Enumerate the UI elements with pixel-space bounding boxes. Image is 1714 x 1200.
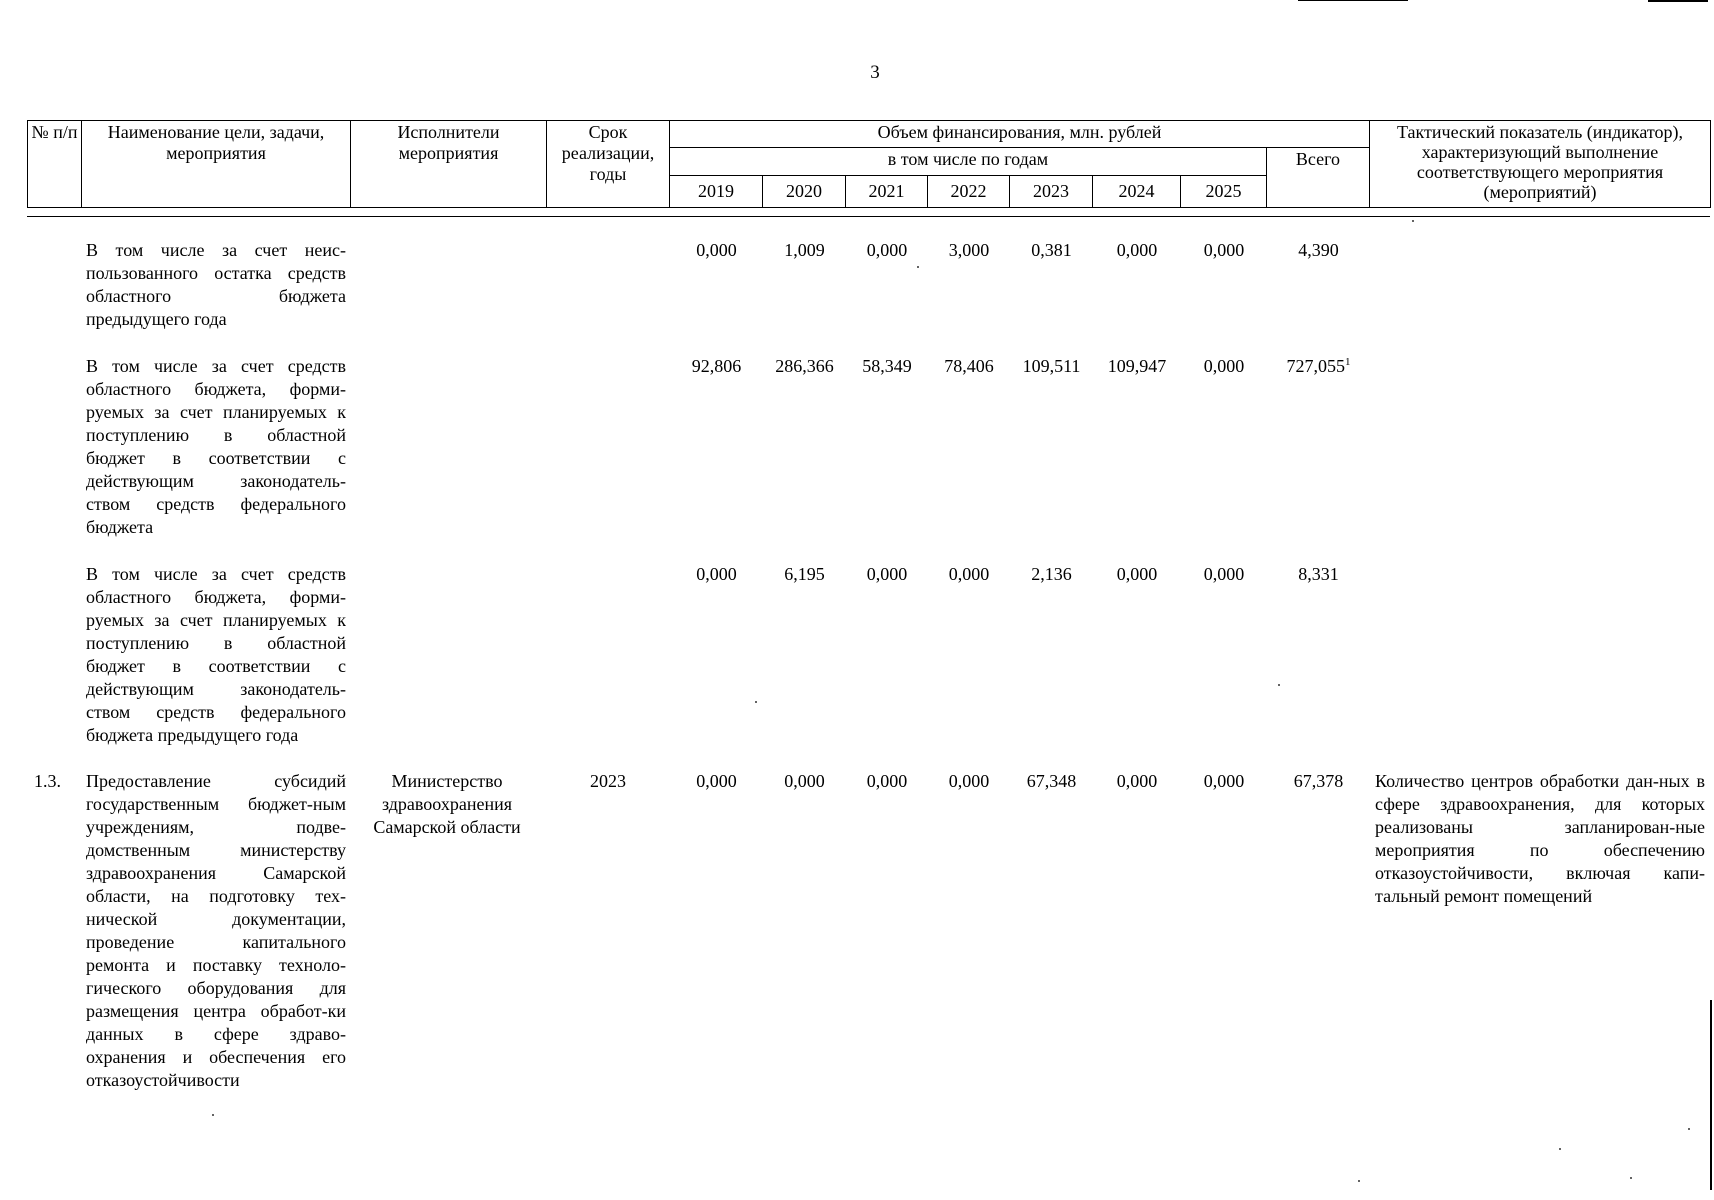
row-value-2022: 0,000: [948, 564, 990, 584]
row-total: 67,378: [1293, 771, 1344, 791]
row-value-2023: 0,381: [1031, 240, 1072, 260]
scan-speck: [1278, 684, 1280, 686]
table-header: [27, 120, 1711, 208]
header-funding: Объем финансирования, млн. рублей: [670, 121, 1370, 148]
row-value-2025: 0,000: [1203, 564, 1245, 584]
row-value-2023: 109,511: [1022, 356, 1081, 376]
header-year: 2023: [1010, 176, 1093, 208]
row-value-2022: 3,000: [948, 240, 990, 260]
header-num: № п/п: [28, 121, 82, 208]
header-year: 2025: [1181, 176, 1267, 208]
header-bottom-rule: [27, 216, 1710, 217]
row-name: Предоставление субсидий государственным бюджет-ным учреждениям, подве-домственным министерству здравоохранения Самарской области, на подготовку тех-нической документации, проведение капитального ремонта и поставку техноло-гического оборудования для размещения центра обработ-ки данных в сфере здраво-охранения и обеспечения его отказоустойчивости: [86, 771, 346, 1090]
row-value-2019: 0,000: [696, 771, 737, 791]
row-value-2019: 92,806: [691, 356, 742, 376]
header-by-year: в том числе по годам: [670, 148, 1267, 176]
header-year: 2022: [928, 176, 1010, 208]
header-executor: Исполнители мероприятия: [351, 121, 547, 208]
row-name: В том числе за счет средств областного бюджета, форми-руемых за счет планируемых к поступлению в областной бюджет в соответствии с действующим законодатель-ством средств федерального бюджета предыдущего года: [86, 564, 346, 745]
scan-artifact: [1710, 1000, 1712, 1190]
header-total: Всего: [1267, 148, 1370, 208]
row-value-2024: 0,000: [1116, 240, 1158, 260]
row-total: 727,055$^1$: [1286, 356, 1351, 376]
header-year: 2024: [1093, 176, 1181, 208]
header-year: 2021: [846, 176, 928, 208]
row-value-2020: 0,000: [784, 771, 825, 791]
row-value-2020: 1,009: [784, 240, 825, 260]
row-indicator: Количество центров обработки дан-ных в сфере здравоохранения, для которых реализованы запланирован-ные мероприятия по обеспечению отказоустойчивости, включая капи-тальный ремонт помещений: [1375, 771, 1705, 906]
scan-speck: [1630, 1177, 1632, 1179]
row-name: В том числе за счет средств областного бюджета, форми-руемых за счет планируемых к поступлению в областной бюджет в соответствии с действующим законодатель-ством средств федерального бюджета: [86, 356, 346, 537]
row-term: 2023: [590, 771, 626, 791]
row-total: 4,390: [1298, 240, 1339, 260]
row-value-2025: 0,000: [1203, 240, 1245, 260]
row-value-2022: 0,000: [948, 771, 990, 791]
row-value-2023: 67,348: [1026, 771, 1077, 791]
header-term: Срок реализации, годы: [547, 121, 670, 208]
row-executor: Министерство здравоохранения Самарской области: [373, 771, 521, 837]
row-value-2021: 0,000: [866, 564, 908, 584]
row-number: 1.3.: [34, 771, 61, 791]
scan-speck: [1688, 1128, 1690, 1130]
row-value-2020: 286,366: [775, 356, 834, 376]
scan-speck: [212, 1114, 214, 1116]
row-value-2023: 2,136: [1031, 564, 1072, 584]
row-value-2019: 0,000: [696, 564, 737, 584]
row-value-2025: 0,000: [1203, 356, 1245, 376]
scan-speck: [1412, 220, 1414, 222]
scan-artifact: [1298, 0, 1408, 1]
row-value-2024: 0,000: [1116, 771, 1158, 791]
row-value-2025: 0,000: [1203, 771, 1245, 791]
scan-speck: [1559, 1148, 1561, 1150]
scan-speck: [917, 266, 919, 268]
row-value-2022: 78,406: [944, 356, 994, 376]
header-indicator: Тактический показатель (индикатор), характеризующий выполнение соответствующего мероприятия (мероприятий): [1370, 121, 1711, 208]
row-value-2024: 109,947: [1107, 356, 1167, 376]
page-number: 3: [870, 62, 880, 83]
header-year: 2020: [763, 176, 846, 208]
row-value-2021: 58,349: [862, 356, 912, 376]
scan-speck: [755, 701, 757, 703]
row-value-2024: 0,000: [1116, 564, 1158, 584]
row-value-2021: 0,000: [866, 771, 908, 791]
header-year: 2019: [670, 176, 763, 208]
scan-artifact: [1648, 0, 1708, 2]
header-name: Наименование цели, задачи, мероприятия: [82, 121, 351, 208]
row-name: В том числе за счет неис-пользованного остатка средств областного бюджета предыдущего года: [86, 240, 346, 329]
row-value-2019: 0,000: [696, 240, 737, 260]
scan-speck: [1358, 1180, 1360, 1182]
row-value-2020: 6,195: [784, 564, 825, 584]
row-value-2021: 0,000: [866, 240, 908, 260]
row-total: 8,331: [1298, 564, 1339, 584]
